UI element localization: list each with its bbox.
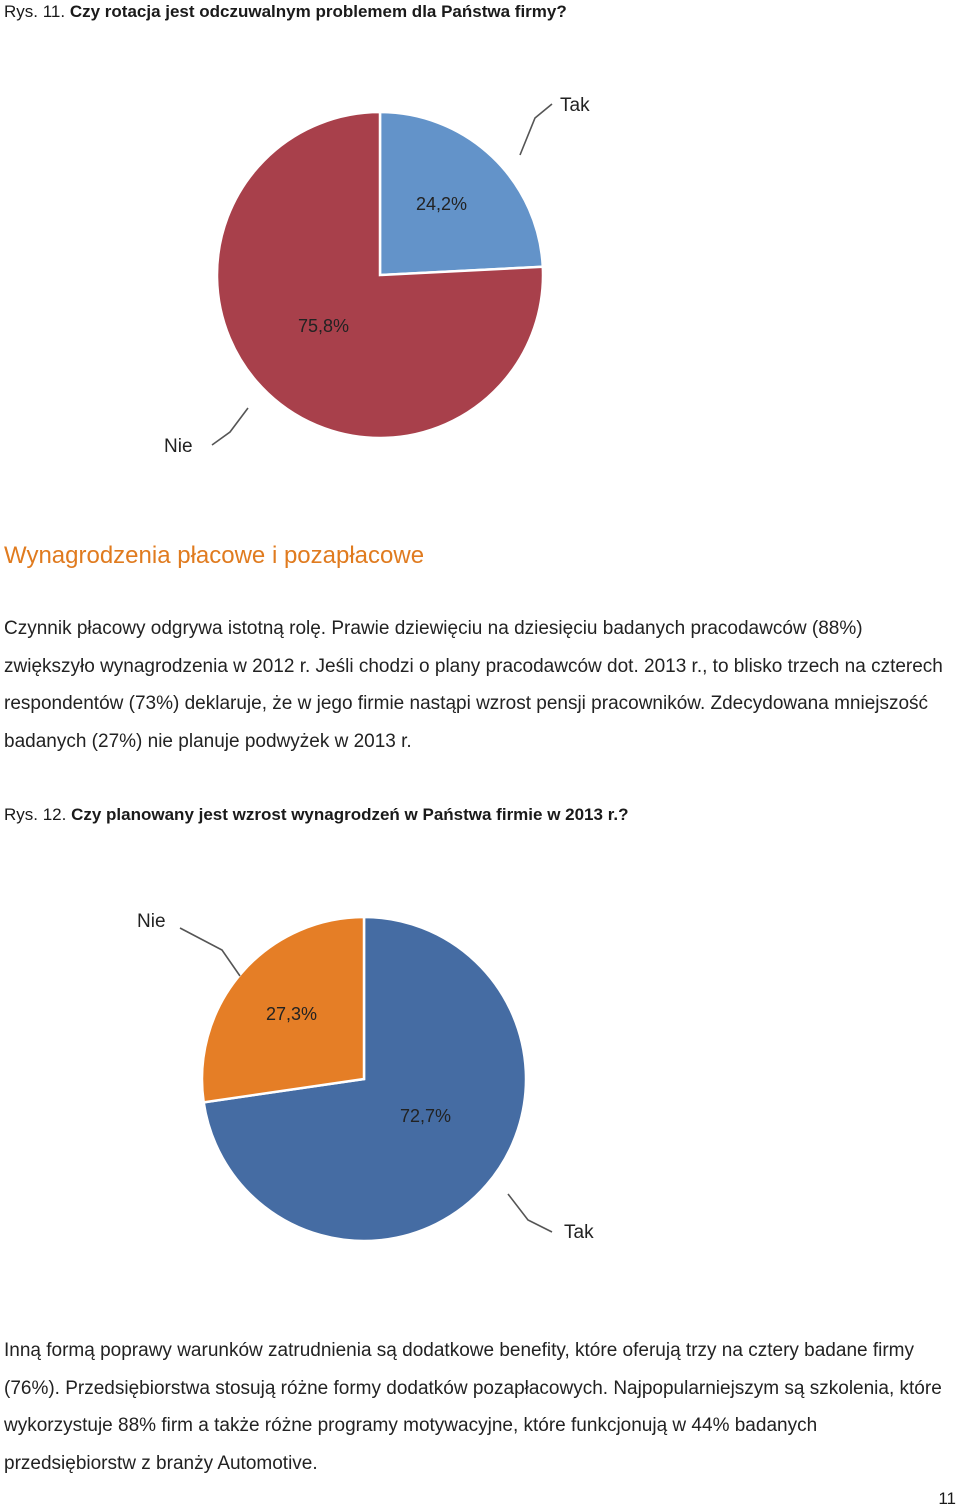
figure-11-number: Rys. 11.: [4, 2, 66, 21]
pie2-legend-tak: Tak: [564, 1222, 594, 1243]
page-number: 11: [938, 1489, 956, 1508]
wages-paragraph: [4, 610, 954, 760]
pie1-legend-nie: Nie: [164, 436, 193, 457]
figure-11-caption: [4, 0, 567, 24]
figure-12-title: Czy planowany jest wzrost wynagrodzeń w Państwa firmie w 2013 r.?: [71, 805, 629, 824]
pie2-leader-nie: [180, 928, 240, 976]
figure-12-number: Rys. 12.: [4, 805, 67, 824]
pie2-value-tak: 72,7%: [400, 1106, 452, 1126]
figure-12-caption: [4, 803, 628, 827]
pie-chart-wage-increase: [0, 880, 960, 1300]
section-heading: Wynagrodzenia płacowe i pozapłacowe: [4, 542, 425, 569]
benefits-paragraph-text: Inną formą poprawy warunków zatrudnienia są dodatkowe benefity, które oferują trzy na cztery badane firmy (76%). Przedsiębiorstwa stosują różne formy dodatków pozapłacowych. Najpopularniejszym są szkolenia, które wykorzystuje 88% firm a także różne programy motywacyjne, które funkcjonują w 44% badanych przedsiębiorstw z branży Automotive.: [4, 1340, 942, 1474]
pie2-leader-tak: [508, 1194, 552, 1232]
pie1-leader-tak: [520, 104, 552, 155]
pie1-leader-nie: [212, 408, 248, 445]
pie1-legend-tak: Tak: [560, 95, 590, 116]
pie1-value-nie: 75,8%: [298, 316, 350, 336]
pie2-legend-nie: Nie: [137, 911, 166, 932]
wages-paragraph-text: Czynnik płacowy odgrywa istotną rolę. Prawie dziewięciu na dziesięciu badanych pracodawców (88%) zwiększyło wynagrodzenia w 2012 r. Jeśli chodzi o plany pracodawców dot. 2013 r., to blisko trzech na czterech respondentów (73%) deklaruje, że w jego firmie nastąpi wzrost pensji pracowników. Zdecydowana mniejszość badanych (27%) nie planuje podwyżek w 2013 r.: [4, 618, 943, 752]
figure-11-title: Czy rotacja jest odczuwalnym problemem dla Państwa firmy?: [69, 2, 567, 21]
benefits-paragraph: [4, 1332, 954, 1482]
pie1-value-tak: 24,2%: [416, 194, 468, 214]
pie-chart-rotation: [0, 60, 960, 540]
pie2-value-nie: 27,3%: [266, 1004, 318, 1024]
